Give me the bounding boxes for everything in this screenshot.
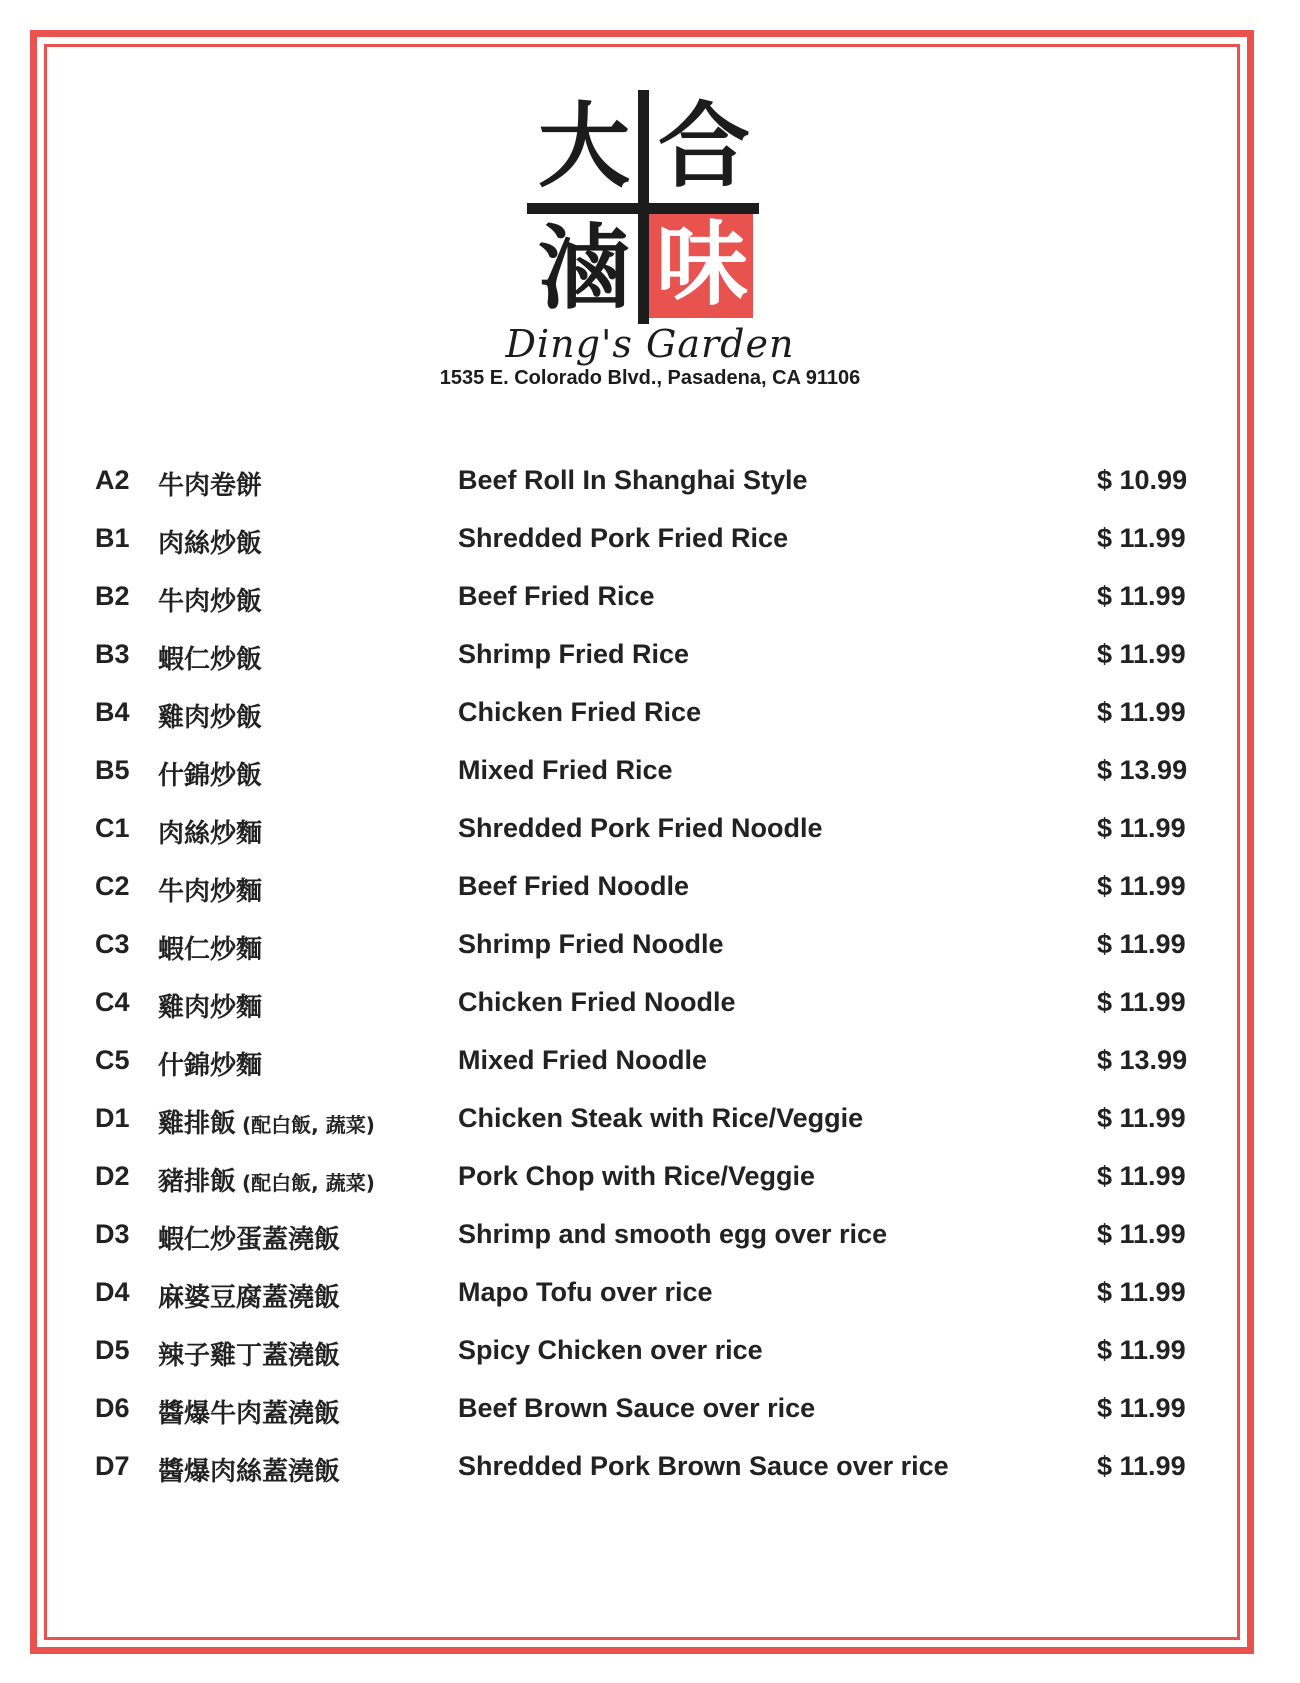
menu-item-price: $ 11.99	[1097, 1277, 1186, 1307]
menu-item-english-name: Shredded Pork Fried Noodle	[458, 813, 823, 843]
menu-item-code: D4	[95, 1277, 130, 1307]
menu-item-chinese-text: 雞肉炒麵	[158, 993, 263, 1023]
menu-item-row	[0, 581, 1300, 631]
menu-item-chinese-note: (配白飯, 蔬菜)	[242, 1113, 375, 1137]
menu-item-english-name: Chicken Steak with Rice/Veggie	[458, 1103, 864, 1133]
menu-item-english-name: Shrimp Fried Noodle	[458, 929, 724, 959]
menu-item-code: B4	[95, 697, 130, 727]
menu-item-english-name: Beef Brown Sauce over rice	[458, 1393, 816, 1423]
menu-item-code: D2	[95, 1161, 130, 1191]
menu-item-code: B5	[95, 755, 130, 785]
menu-item-code: C2	[95, 871, 130, 901]
menu-item-chinese-text: 蝦仁炒飯	[158, 645, 263, 675]
menu-item-price: $ 13.99	[1097, 755, 1188, 785]
menu-item-price: $ 11.99	[1097, 697, 1186, 727]
menu-item-row	[0, 1045, 1300, 1095]
logo-char-bottom-right: 味	[655, 211, 748, 318]
menu-item-english-name: Beef Fried Rice	[458, 581, 655, 611]
menu-item-code: A2	[95, 465, 130, 495]
menu-item-row	[0, 1277, 1300, 1327]
menu-item-row	[0, 929, 1300, 979]
menu-item-price: $ 11.99	[1097, 1103, 1186, 1133]
menu-item-english-name: Chicken Fried Rice	[458, 697, 702, 727]
menu-item-chinese-name	[158, 523, 262, 560]
menu-item-price: $ 11.99	[1097, 813, 1186, 843]
menu-item-price: $ 11.99	[1097, 581, 1186, 611]
menu-item-chinese-text: 雞肉炒飯	[158, 703, 263, 733]
menu-item-chinese-name	[158, 697, 262, 734]
restaurant-logo	[523, 88, 763, 328]
menu-item-chinese-text: 豬排飯	[158, 1167, 237, 1197]
menu-item-english-name: Chicken Fried Noodle	[458, 987, 736, 1017]
menu-item-price: $ 11.99	[1097, 929, 1186, 959]
menu-item-price: $ 10.99	[1097, 465, 1188, 495]
menu-item-chinese-name	[158, 1393, 340, 1430]
menu-item-english-name: Beef Roll In Shanghai Style	[458, 465, 808, 495]
menu-item-chinese-text: 蝦仁炒蛋蓋澆飯	[158, 1225, 341, 1255]
menu-item-english-name: Pork Chop with Rice/Veggie	[458, 1161, 816, 1191]
menu-item-chinese-name	[158, 639, 262, 676]
menu-item-chinese-text: 肉絲炒麵	[158, 819, 263, 849]
menu-item-chinese-name	[158, 755, 262, 792]
menu-item-chinese-name	[158, 581, 262, 618]
menu-item-row	[0, 639, 1300, 689]
menu-item-chinese-text: 什錦炒麵	[158, 1051, 263, 1081]
menu-item-chinese-name	[158, 1451, 340, 1488]
menu-item-chinese-text: 什錦炒飯	[158, 761, 263, 791]
menu-item-chinese-name	[158, 871, 262, 908]
menu-item-price: $ 11.99	[1097, 1219, 1186, 1249]
menu-item-row	[0, 1393, 1300, 1443]
menu-item-english-name: Mapo Tofu over rice	[458, 1277, 713, 1307]
menu-item-price: $ 11.99	[1097, 1161, 1186, 1191]
menu-item-code: D6	[95, 1393, 130, 1423]
menu-item-price: $ 11.99	[1097, 871, 1186, 901]
menu-item-english-name: Mixed Fried Rice	[458, 755, 673, 785]
menu-item-english-name: Spicy Chicken over rice	[458, 1335, 763, 1365]
menu-item-code: C4	[95, 987, 130, 1017]
menu-item-code: D5	[95, 1335, 130, 1365]
menu-item-code: B1	[95, 523, 130, 553]
menu-item-row	[0, 1161, 1300, 1211]
menu-item-chinese-name	[158, 987, 262, 1024]
menu-item-chinese-name	[158, 929, 262, 966]
menu-item-price: $ 11.99	[1097, 639, 1186, 669]
logo-char-bottom-left: 滷	[537, 215, 630, 322]
menu-item-row	[0, 1103, 1300, 1153]
restaurant-address: 1535 E. Colorado Blvd., Pasadena, CA 91106	[439, 367, 861, 389]
menu-item-english-name: Mixed Fried Noodle	[458, 1045, 708, 1075]
menu-item-chinese-name	[158, 1103, 375, 1140]
menu-item-code: B2	[95, 581, 130, 611]
menu-item-price: $ 11.99	[1097, 987, 1186, 1017]
menu-item-chinese-name	[158, 465, 262, 502]
menu-item-chinese-text: 麻婆豆腐蓋澆飯	[158, 1283, 341, 1313]
menu-item-row	[0, 523, 1300, 573]
menu-item-row	[0, 1335, 1300, 1385]
menu-item-row	[0, 813, 1300, 863]
menu-item-row	[0, 1451, 1300, 1501]
menu-item-chinese-text: 肉絲炒飯	[158, 529, 263, 559]
menu-item-row	[0, 871, 1300, 921]
menu-item-code: C5	[95, 1045, 130, 1075]
menu-item-chinese-name	[158, 813, 262, 850]
menu-item-price: $ 13.99	[1097, 1045, 1188, 1075]
logo-char-top-left: 大	[537, 93, 630, 200]
menu-item-chinese-text: 辣子雞丁蓋澆飯	[158, 1341, 341, 1371]
menu-item-chinese-text: 雞排飯	[158, 1109, 237, 1139]
menu-item-chinese-name	[158, 1045, 262, 1082]
menu-item-code: D7	[95, 1451, 130, 1481]
menu-item-chinese-name	[158, 1335, 340, 1372]
menu-item-chinese-text: 牛肉炒飯	[158, 587, 263, 617]
menu-item-english-name: Shrimp and smooth egg over rice	[458, 1219, 888, 1249]
menu-item-row	[0, 1219, 1300, 1269]
menu-item-code: D1	[95, 1103, 130, 1133]
menu-item-row	[0, 755, 1300, 805]
menu-item-chinese-name	[158, 1219, 340, 1256]
menu-item-chinese-note: (配白飯, 蔬菜)	[242, 1171, 375, 1195]
menu-item-code: B3	[95, 639, 130, 669]
menu-item-row	[0, 465, 1300, 515]
menu-item-english-name: Shredded Pork Fried Rice	[458, 523, 789, 553]
menu-item-chinese-name	[158, 1277, 340, 1314]
menu-item-english-name: Beef Fried Noodle	[458, 871, 690, 901]
menu-item-code: C3	[95, 929, 130, 959]
menu-item-code: D3	[95, 1219, 130, 1249]
menu-item-english-name: Shredded Pork Brown Sauce over rice	[458, 1451, 949, 1481]
menu-item-chinese-text: 牛肉炒麵	[158, 877, 263, 907]
menu-item-chinese-text: 醬爆牛肉蓋澆飯	[158, 1399, 341, 1429]
menu-item-price: $ 11.99	[1097, 1451, 1186, 1481]
menu-item-price: $ 11.99	[1097, 523, 1186, 553]
menu-item-english-name: Shrimp Fried Rice	[458, 639, 690, 669]
menu-item-chinese-text: 醬爆肉絲蓋澆飯	[158, 1457, 341, 1487]
logo-char-top-right: 合	[657, 93, 750, 200]
menu-item-code: C1	[95, 813, 130, 843]
restaurant-script-name: Ding's Garden	[505, 322, 795, 366]
menu-item-chinese-text: 蝦仁炒麵	[158, 935, 263, 965]
menu-item-price: $ 11.99	[1097, 1393, 1186, 1423]
menu-item-row	[0, 697, 1300, 747]
menu-item-chinese-name	[158, 1161, 375, 1198]
menu-item-row	[0, 987, 1300, 1037]
menu-item-price: $ 11.99	[1097, 1335, 1186, 1365]
menu-item-chinese-text: 牛肉卷餅	[158, 471, 263, 501]
